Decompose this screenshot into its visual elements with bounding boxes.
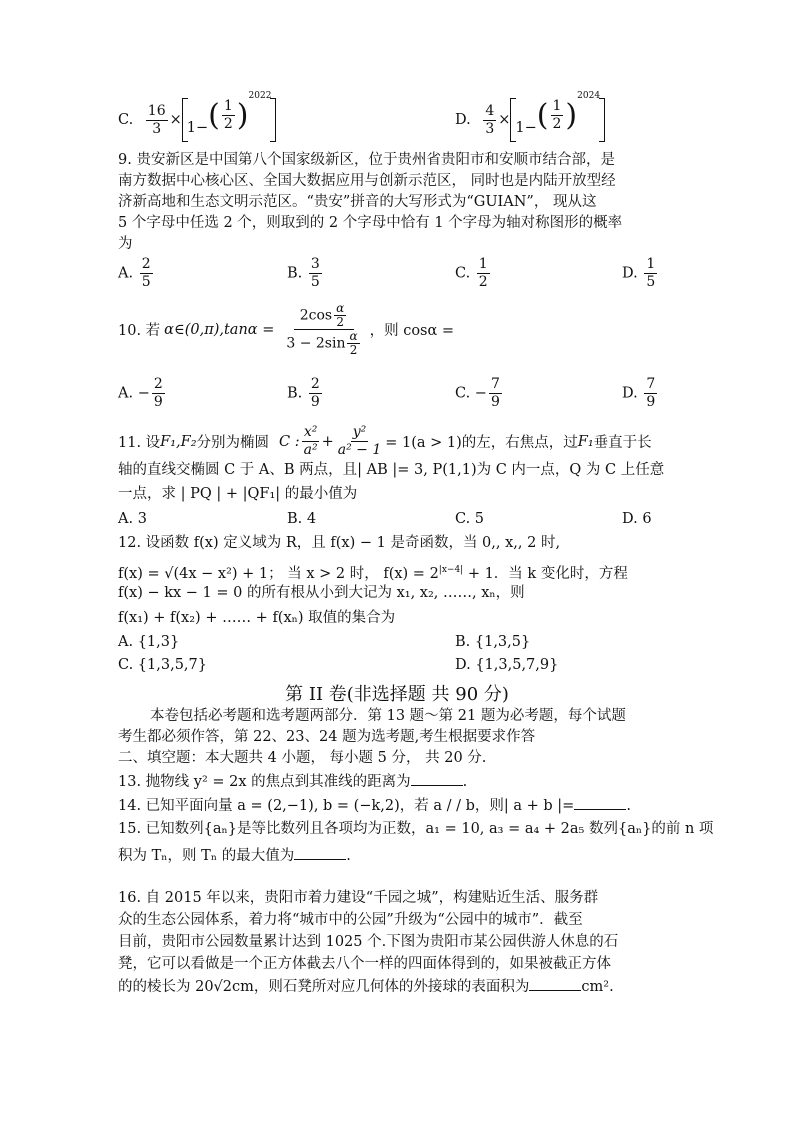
q9-option-b: B. $\frac{3}{5}$ [287, 256, 320, 290]
answer-blank [529, 976, 581, 991]
q12-line-4: f(x₁) + f(x₂) + …… + f(xₙ) 取值的集合为 [118, 610, 396, 626]
q11-option-c: C. 5 [455, 511, 485, 527]
tan-fraction: 2cos $\frac{\alpha}{2}$ 3 − 2sin $\frac{\alpha}{2}$ [286, 301, 358, 357]
q9-option-d: D. $\frac{1}{5}$ [622, 256, 656, 290]
section-intro-2: 考生都必须作答，第 22、23、24 题为选考题,考生根据要求作答 [118, 729, 536, 745]
q16-line-1: 16. 自 2015 年以来，贵阳市着力建设“千园之城”，构建贴近生活、服务群 [118, 890, 599, 906]
q12-line-1: 12. 设函数 f(x) 定义域为 R，且 f(x) − 1 是奇函数，当 0,, x,, 2 时, [118, 535, 561, 551]
q10-stem: 10. 若 α∈(0,π),tanα = 2cos $\frac{\alpha}{2}$ 3 − 2sin $\frac{\alpha}{2}$ ，则 cosα = [118, 301, 455, 357]
option-label: C. [118, 112, 134, 128]
q11-option-d: D. 6 [622, 511, 652, 527]
option-label: D. [455, 112, 471, 128]
q10-option-d: D. $\frac{7}{9}$ [622, 376, 656, 410]
q15-line-1: 15. 已知数列{aₙ}是等比数列且各项均为正数，a₁ = 10, a₃ = a₄ + 2a₅ 数列{aₙ}的前 n 项 [118, 821, 714, 837]
answer-blank [294, 845, 346, 860]
q12-line-2: f(x) = √(4x − x²) + 1； 当 x > 2 时， $f(x) = 2^{|x-4|} + 1$．当 k 变化时，方程 [118, 565, 628, 582]
answer-blank [574, 795, 626, 810]
q12-option-b: B. {1,3,5} [455, 634, 531, 650]
q10-option-b: B. $\frac{2}{9}$ [287, 376, 320, 410]
q9-line-1: 9. 贵安新区是中国第八个国家级新区，位于贵州省贵阳市和安顺市结合部，是 [118, 152, 615, 168]
q15-line-2: 积为 Tₙ，则 Tₙ 的最大值为 . [118, 845, 351, 866]
q14: 14. 已知平面向量 a = (2,−1), b = (−k,2)，若 a / / b，则| a + b |= . [118, 795, 631, 816]
q12-option-d: D. {1,3,5,7,9} [455, 657, 559, 673]
q9-line-2: 南方数据中心核心区、全国大数据应用与创新示范区， 同时也是内陆开放型经 [118, 173, 616, 189]
q10-option-c: C. − $\frac{7}{9}$ [455, 376, 500, 410]
q11-option-a: A. 3 [118, 511, 147, 527]
q16-line-5: 的的棱长为 20√2cm，则石凳所对应几何体的外接球的表面积为 cm². [118, 976, 614, 997]
q13: 13. 抛物线 y² = 2x 的焦点到其准线的距离为 . [118, 771, 467, 792]
q16-line-4: 凳，它可以看做是一个正方体截去八个一样的四面体得到的，如果被截正方体 [118, 956, 611, 972]
q9-option-a: A. $\frac{2}{5}$ [118, 256, 151, 290]
fill-blank-heading: 二、填空题：本大题共 4 小题， 每小题 5 分， 共 20 分. [118, 750, 487, 766]
q9-line-3: 济新高地和生态文明示范区。“贵安”拼音的大写形式为“GUIAN”， 现从这 [118, 194, 597, 210]
q12-line-3: f(x) − kx − 1 = 0 的所有根从小到大记为 x₁, x₂, ……, xₙ，则 [118, 585, 525, 601]
q16-line-3: 目前，贵阳市公园数量累计达到 1025 个.下图为贵阳市某公园供游人休息的石 [118, 934, 619, 950]
q8-option-c: C. $\frac{16}{3}$ × 1−( $\frac{1}{2}$ )$^{2022}$ [118, 98, 276, 142]
q9-line-5: 为 [118, 236, 133, 252]
q11-option-b: B. 4 [287, 511, 317, 527]
q8-option-d: D. $\frac{4}{3}$ × 1−( $\frac{1}{2}$ )$^{2024}$ [455, 98, 605, 142]
q12-option-c: C. {1,3,5,7} [118, 657, 207, 673]
q11-line-1: 11. 设 F₁,F₂ 分别为椭圆 C : $\frac{\text{x²}}{\text{a²}}$ + $\frac{\text{y²}}{\text{a² − 1}}$ = 1(a > 1)的左，右焦点，过 F₁ 垂直于长 [118, 424, 652, 458]
fraction: $\frac{4}{3}$ [485, 102, 495, 137]
answer-blank [411, 771, 463, 786]
q9-line-4: 5 个字母中任选 2 个，则取到的 2 个字母中恰有 1 个字母为轴对称图形的概率 [118, 215, 623, 231]
fraction: $\frac{16}{3}$ [147, 102, 166, 137]
q11-line-3: 一点，求 | PQ | + |QF₁| 的最小值为 [118, 486, 358, 502]
q9-option-c: C. $\frac{1}{2}$ [455, 256, 488, 290]
bracket-expression: 1−( $\frac{1}{2}$ )$^{2022}$ [182, 98, 277, 142]
q10-option-a: A. − $\frac{2}{9}$ [118, 376, 163, 410]
q12-option-a: A. {1,3} [118, 634, 180, 650]
q11-line-2: 轴的直线交椭圆 C 于 A、B 两点，且| AB |= 3, P(1,1)为 C 内一点，Q 为 C 上任意 [118, 462, 665, 478]
bracket-expression: 1−( $\frac{1}{2}$ )$^{2024}$ [510, 98, 605, 142]
section-title: 第 II 卷(非选择题 共 90 分) [285, 684, 509, 705]
q16-line-2: 众的生态公园体系，着力将“城市中的公园”升级为“公园中的城市”．截至 [118, 912, 583, 928]
section-intro-1: 本卷包括必考题和选考题两部分．第 13 题～第 21 题为必考题，每个试题 [150, 708, 626, 724]
